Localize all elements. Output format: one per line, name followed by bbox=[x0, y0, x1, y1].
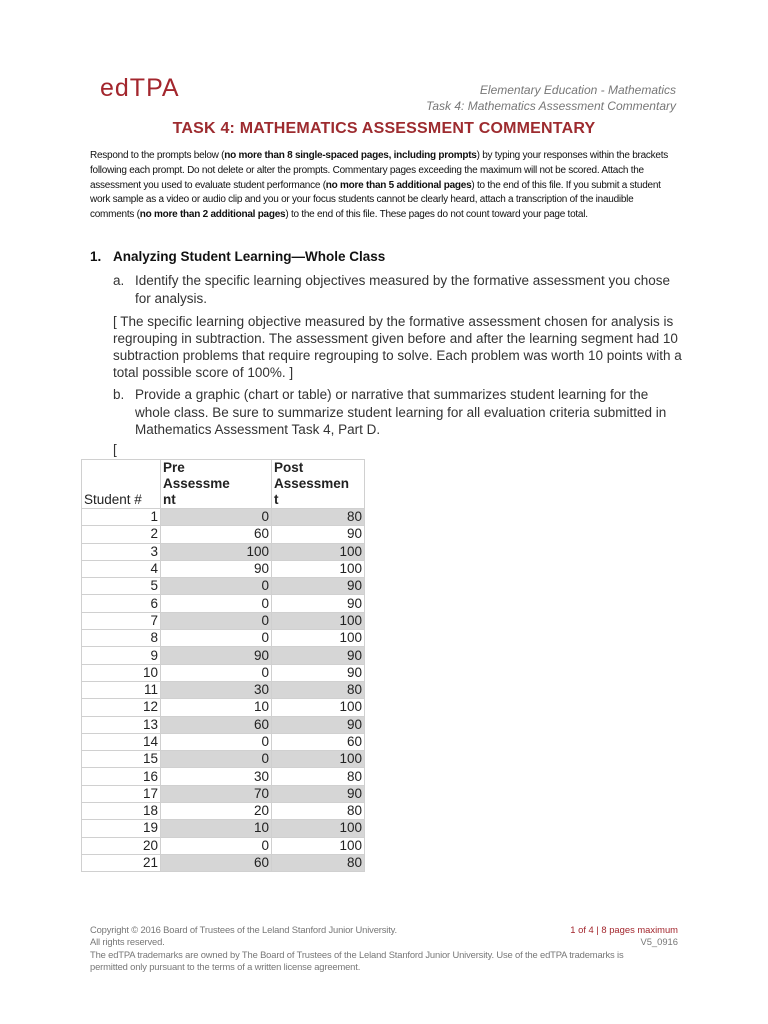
post-score-cell: 100 bbox=[272, 699, 365, 716]
pre-score-cell: 10 bbox=[161, 699, 272, 716]
student-number-cell: 21 bbox=[82, 854, 161, 871]
student-number-cell: 19 bbox=[82, 820, 161, 837]
header-post: Post Assessmen t bbox=[272, 460, 365, 509]
page-count: 1 of 4 | 8 pages maximum bbox=[570, 924, 678, 935]
pre-score-cell: 10 bbox=[161, 820, 272, 837]
intro-text: ) to the end of this file. These pages do not count toward your page total. bbox=[285, 209, 588, 221]
post-score-cell: 90 bbox=[272, 716, 365, 733]
table-row bbox=[82, 751, 365, 768]
table-row bbox=[82, 785, 365, 802]
student-number-cell: 8 bbox=[82, 630, 161, 647]
table-row bbox=[82, 630, 365, 647]
pre-score-cell: 0 bbox=[161, 664, 272, 681]
answer-b-bracket: [ bbox=[113, 442, 117, 457]
pre-score-cell: 90 bbox=[161, 647, 272, 664]
student-number-cell: 18 bbox=[82, 803, 161, 820]
table-row bbox=[82, 820, 365, 837]
post-score-cell: 60 bbox=[272, 733, 365, 750]
prompt-a bbox=[113, 272, 683, 307]
table-row bbox=[82, 595, 365, 612]
intro-emphasis: no more than 5 additional pages bbox=[325, 179, 472, 191]
post-score-cell: 100 bbox=[272, 630, 365, 647]
prompt-a-text: Identify the specific learning objectives measured by the formative assessment you chose for analysis. bbox=[135, 273, 671, 306]
post-score-cell: 100 bbox=[272, 560, 365, 577]
table-row bbox=[82, 526, 365, 543]
section-title: Analyzing Student Learning—Whole Class bbox=[113, 249, 386, 264]
table-row bbox=[82, 837, 365, 854]
prompt-a-label: a. bbox=[113, 273, 125, 288]
student-number-cell: 15 bbox=[82, 751, 161, 768]
pre-score-cell: 0 bbox=[161, 578, 272, 595]
student-number-cell: 3 bbox=[82, 543, 161, 560]
header-line-1: Elementary Education - Mathematics bbox=[479, 83, 676, 97]
intro-emphasis: no more than 2 additional pages bbox=[139, 209, 286, 221]
pre-score-cell: 30 bbox=[161, 768, 272, 785]
post-score-cell: 100 bbox=[272, 612, 365, 629]
pre-score-cell: 0 bbox=[161, 630, 272, 647]
pre-score-cell: 60 bbox=[161, 716, 272, 733]
student-number-cell: 13 bbox=[82, 716, 161, 733]
student-number-cell: 6 bbox=[82, 595, 161, 612]
section-heading bbox=[90, 249, 385, 264]
table-row bbox=[82, 768, 365, 785]
pre-score-cell: 90 bbox=[161, 560, 272, 577]
table-row bbox=[82, 803, 365, 820]
table-row bbox=[82, 681, 365, 698]
section-number: 1. bbox=[90, 249, 102, 264]
post-score-cell: 80 bbox=[272, 509, 365, 526]
header-line-2: Task 4: Mathematics Assessment Commentary bbox=[426, 99, 676, 113]
pre-score-cell: 0 bbox=[161, 837, 272, 854]
table-row bbox=[82, 699, 365, 716]
pre-score-cell: 0 bbox=[161, 595, 272, 612]
post-score-cell: 80 bbox=[272, 803, 365, 820]
edtpa-logo: edTPA bbox=[100, 74, 180, 96]
pre-score-cell: 30 bbox=[161, 681, 272, 698]
student-number-cell: 14 bbox=[82, 733, 161, 750]
post-score-cell: 90 bbox=[272, 647, 365, 664]
table-row bbox=[82, 664, 365, 681]
pre-score-cell: 60 bbox=[161, 854, 272, 871]
student-number-cell: 17 bbox=[82, 785, 161, 802]
pre-score-cell: 0 bbox=[161, 751, 272, 768]
post-score-cell: 100 bbox=[272, 820, 365, 837]
pre-score-cell: 0 bbox=[161, 733, 272, 750]
post-score-cell: 80 bbox=[272, 681, 365, 698]
post-score-cell: 100 bbox=[272, 751, 365, 768]
intro-text: ) by typing your responses within the brackets following each prompt. Do not delete or alter the prompts. Commentary pages exceeding the maximum will not be scored. Attach the assessment you used to evaluate student performance ( bbox=[90, 150, 668, 191]
post-score-cell: 100 bbox=[272, 837, 365, 854]
table-header-row bbox=[82, 460, 365, 509]
student-number-cell: 9 bbox=[82, 647, 161, 664]
pre-score-cell: 0 bbox=[161, 509, 272, 526]
post-score-cell: 90 bbox=[272, 785, 365, 802]
header-student: Student # bbox=[82, 460, 161, 509]
table-row bbox=[82, 560, 365, 577]
pre-score-cell: 70 bbox=[161, 785, 272, 802]
intro-text: Respond to the prompts below ( bbox=[90, 150, 225, 161]
table-row bbox=[82, 733, 365, 750]
header-pre: Pre Assessme nt bbox=[161, 460, 272, 509]
page-title: TASK 4: MATHEMATICS ASSESSMENT COMMENTARY bbox=[172, 120, 596, 137]
student-number-cell: 2 bbox=[82, 526, 161, 543]
table-row bbox=[82, 647, 365, 664]
post-score-cell: 90 bbox=[272, 578, 365, 595]
intro-text: ) to the end of this file. If you submit a student work sample as a video or audio clip and you or your focus students cannot be clearly heard, attach a transcription of the inaudible comments ( bbox=[90, 179, 661, 221]
table-row bbox=[82, 543, 365, 560]
post-score-cell: 80 bbox=[272, 854, 365, 871]
table-row bbox=[82, 612, 365, 629]
post-score-cell: 90 bbox=[272, 595, 365, 612]
footer-line: permitted only pursuant to the terms of a written license agreement. bbox=[90, 961, 361, 973]
footer-page-info bbox=[570, 924, 678, 949]
pre-score-cell: 20 bbox=[161, 803, 272, 820]
table-row bbox=[82, 509, 365, 526]
student-number-cell: 1 bbox=[82, 509, 161, 526]
footer-line: Copyright © 2016 Board of Trustees of the Leland Stanford Junior University. bbox=[90, 924, 397, 935]
student-number-cell: 16 bbox=[82, 768, 161, 785]
footer-copyright bbox=[90, 924, 650, 974]
post-score-cell: 100 bbox=[272, 543, 365, 560]
version-label: V5_0916 bbox=[640, 936, 678, 948]
post-score-cell: 80 bbox=[272, 768, 365, 785]
student-number-cell: 4 bbox=[82, 560, 161, 577]
footer-line: All rights reserved. bbox=[90, 936, 165, 948]
student-number-cell: 11 bbox=[82, 681, 161, 698]
table-row bbox=[82, 716, 365, 733]
intro-paragraph bbox=[90, 149, 680, 223]
post-score-cell: 90 bbox=[272, 526, 365, 543]
intro-emphasis: no more than 8 single-spaced pages, including prompts bbox=[224, 150, 477, 161]
student-number-cell: 7 bbox=[82, 612, 161, 629]
answer-a[interactable]: [ The specific learning objective measured by the formative assessment chosen for analysis is regrouping in subtraction. The assessment given before and after the learning segment had 10 subtraction problems that require regrouping to solve. Each problem was worth 10 points with a total possible score of 100%. ] bbox=[113, 314, 682, 380]
student-number-cell: 10 bbox=[82, 664, 161, 681]
page-header bbox=[426, 82, 676, 114]
student-number-cell: 20 bbox=[82, 837, 161, 854]
scores-table bbox=[81, 459, 365, 872]
table-row bbox=[82, 578, 365, 595]
table-row bbox=[82, 854, 365, 871]
post-score-cell: 90 bbox=[272, 664, 365, 681]
footer-line: The edTPA trademarks are owned by The Board of Trustees of the Leland Stanford Junior University. Use of the edTPA trademarks is bbox=[90, 948, 624, 960]
student-number-cell: 12 bbox=[82, 699, 161, 716]
student-number-cell: 5 bbox=[82, 578, 161, 595]
prompt-b bbox=[113, 386, 683, 439]
pre-score-cell: 100 bbox=[161, 543, 272, 560]
prompt-b-label: b. bbox=[113, 387, 125, 402]
pre-score-cell: 60 bbox=[161, 526, 272, 543]
pre-score-cell: 0 bbox=[161, 612, 272, 629]
prompt-b-text: Provide a graphic (chart or table) or narrative that summarizes student learning for the whole class. Be sure to summarize student learning for all evaluation criteria submitted in Mathematics Assessment Task 4, Part D. bbox=[135, 387, 667, 437]
